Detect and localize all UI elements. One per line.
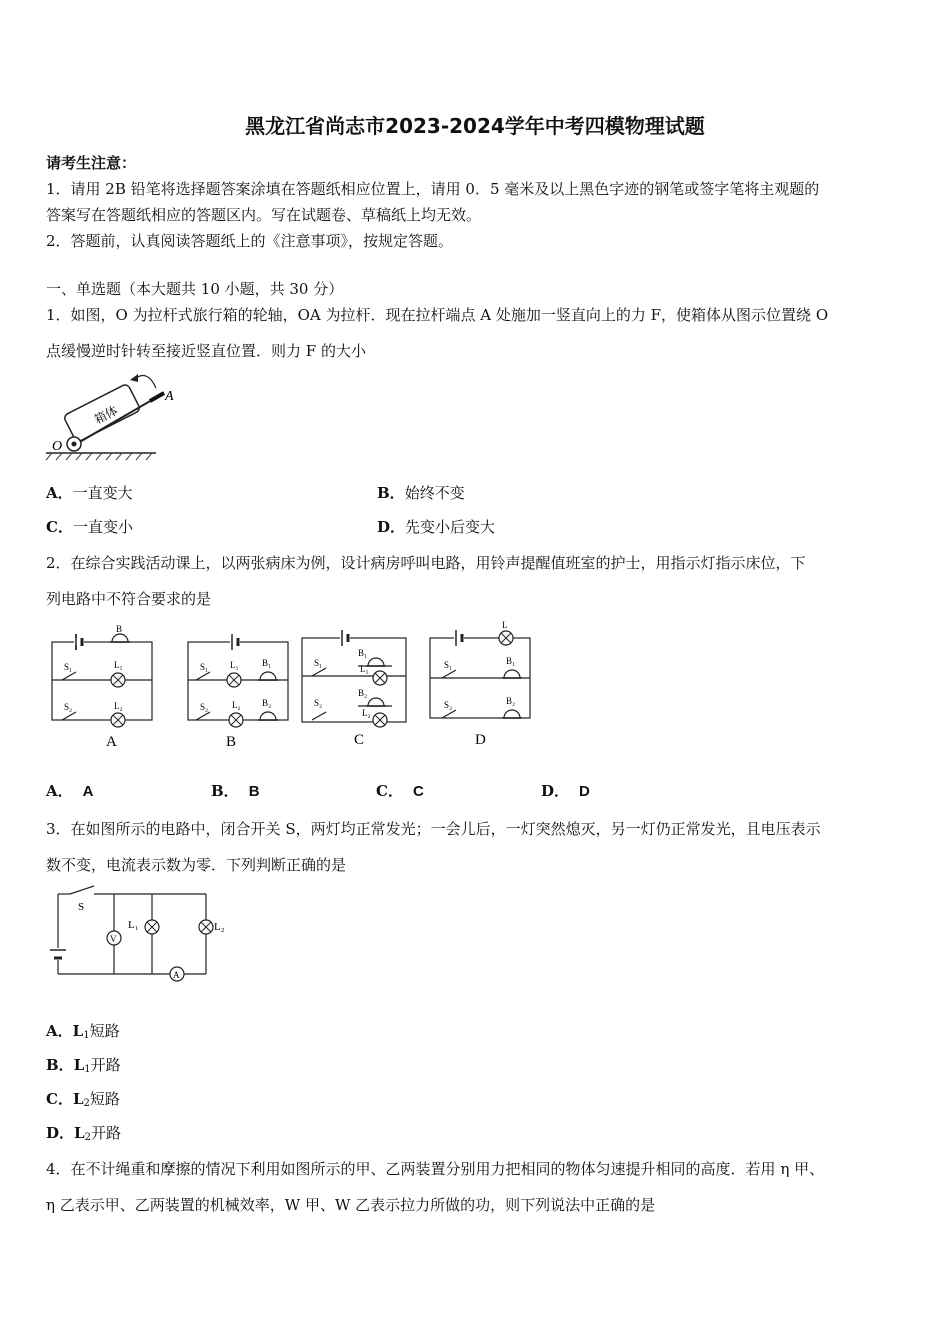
q1-label-a: A bbox=[165, 389, 174, 404]
q1-option-a[interactable]: A．一直变大 bbox=[46, 484, 133, 502]
svg-text:L₂: L₂ bbox=[362, 708, 371, 718]
svg-text:S₁: S₁ bbox=[444, 660, 453, 670]
svg-text:B₂: B₂ bbox=[358, 688, 368, 698]
q3-stem-line-2: 数不变，电流表示数为零．下列判断正确的是 bbox=[46, 856, 347, 874]
svg-text:L₁: L₁ bbox=[360, 664, 369, 674]
q3-option-c[interactable]: C．$L_2$短路 bbox=[46, 1090, 120, 1109]
q1-option-d[interactable]: D．先变小后变大 bbox=[377, 518, 496, 536]
svg-text:B₁: B₁ bbox=[506, 656, 516, 666]
q3-circuit-figure bbox=[44, 880, 244, 985]
svg-text:L₂: L₂ bbox=[232, 700, 241, 710]
q1-stem-line-2: 点缓慢逆时针转至接近竖直位置．则力 F 的大小 bbox=[46, 342, 366, 360]
q4-stem-line-2: η 乙表示甲、乙两装置的机械效率，W 甲、W 乙表示拉力所做的功，则下列说法中正确的是 bbox=[46, 1196, 656, 1214]
q1-option-c[interactable]: C．一直变小 bbox=[46, 518, 133, 536]
svg-text:L₁: L₁ bbox=[114, 660, 123, 670]
q2-circuits-figure bbox=[40, 620, 550, 750]
svg-text:B: B bbox=[116, 624, 123, 634]
svg-text:S₂: S₂ bbox=[64, 702, 73, 712]
svg-text:B₁: B₁ bbox=[358, 648, 368, 658]
q2-caption-b: B bbox=[226, 734, 237, 750]
q4-stem-line-1: 4．在不计绳重和摩擦的情况下利用如图所示的甲、乙两装置分别用力把相同的物体匀速提升相同的高度．若用 η 甲、 bbox=[46, 1160, 825, 1178]
svg-text:A: A bbox=[173, 970, 180, 980]
page-title: 黑龙江省尚志市2023-2024学年中考四模物理试题 bbox=[245, 114, 705, 138]
q2-option-b[interactable]: B． B bbox=[211, 782, 260, 800]
svg-text:L₁: L₁ bbox=[128, 919, 139, 931]
q2-caption-c: C bbox=[354, 732, 365, 748]
q3-option-a[interactable]: A．$L_1$短路 bbox=[46, 1022, 120, 1041]
svg-text:B₁: B₁ bbox=[262, 658, 272, 668]
svg-text:B₂: B₂ bbox=[506, 696, 516, 706]
q1-label-o: O bbox=[52, 439, 63, 454]
svg-text:S₁: S₁ bbox=[200, 662, 209, 672]
svg-text:L₂: L₂ bbox=[214, 921, 225, 933]
q3-option-b[interactable]: B．$L_1$开路 bbox=[46, 1056, 121, 1075]
q1-option-b[interactable]: B．始终不变 bbox=[377, 484, 465, 502]
q1-box-label: 箱体 bbox=[92, 403, 120, 427]
svg-text:S₂: S₂ bbox=[444, 700, 453, 710]
q2-option-c[interactable]: C． C bbox=[376, 782, 424, 800]
q2-option-a[interactable]: A． A bbox=[46, 782, 94, 800]
q1-stem-line-1: 1．如图，O 为拉杆式旅行箱的轮轴，OA 为拉杆．现在拉杆端点 A 处施加一竖直向上的力 F，使箱体从图示位置绕 O bbox=[46, 306, 829, 324]
notice-heading: 请考生注意： bbox=[46, 154, 137, 172]
svg-text:V: V bbox=[110, 934, 117, 944]
notice-line-3: 2．答题前，认真阅读答题纸上的《注意事项》，按规定答题。 bbox=[46, 232, 454, 250]
svg-text:S₂: S₂ bbox=[200, 702, 209, 712]
svg-text:S₁: S₁ bbox=[64, 662, 73, 672]
q3-stem-line-1: 3．在如图所示的电路中，闭合开关 S，两灯均正常发光；一会儿后，一灯突然熄灭，另一灯仍正常发光，且电压表示 bbox=[46, 820, 821, 838]
q2-stem-line-2: 列电路中不符合要求的是 bbox=[46, 590, 212, 608]
svg-text:L₂: L₂ bbox=[114, 701, 123, 711]
q2-stem-line-1: 2．在综合实践活动课上，以两张病床为例，设计病房呼叫电路，用铃声提醒值班室的护士，用指示灯指示床位，下 bbox=[46, 554, 806, 572]
svg-text:L: L bbox=[502, 620, 508, 630]
svg-text:B₂: B₂ bbox=[262, 698, 272, 708]
q2-caption-d: D bbox=[475, 732, 486, 748]
svg-text:S: S bbox=[78, 901, 85, 913]
svg-text:L₁: L₁ bbox=[230, 660, 239, 670]
svg-text:S₁: S₁ bbox=[314, 658, 323, 668]
svg-text:S₂: S₂ bbox=[314, 698, 323, 708]
q2-caption-a: A bbox=[106, 734, 117, 750]
q1-suitcase-figure bbox=[44, 368, 179, 463]
q3-option-d[interactable]: D．$L_2$开路 bbox=[46, 1124, 121, 1143]
section-heading: 一、单选题（本大题共 10 小题，共 30 分） bbox=[46, 280, 344, 298]
q2-option-d[interactable]: D． D bbox=[541, 782, 590, 800]
notice-line-1: 1．请用 2B 铅笔将选择题答案涂填在答题纸相应位置上，请用 0．5 毫米及以上黑色字迹的钢笔或签字笔将主观题的 bbox=[46, 180, 820, 198]
notice-line-2: 答案写在答题纸相应的答题区内。写在试题卷、草稿纸上均无效。 bbox=[46, 206, 482, 224]
